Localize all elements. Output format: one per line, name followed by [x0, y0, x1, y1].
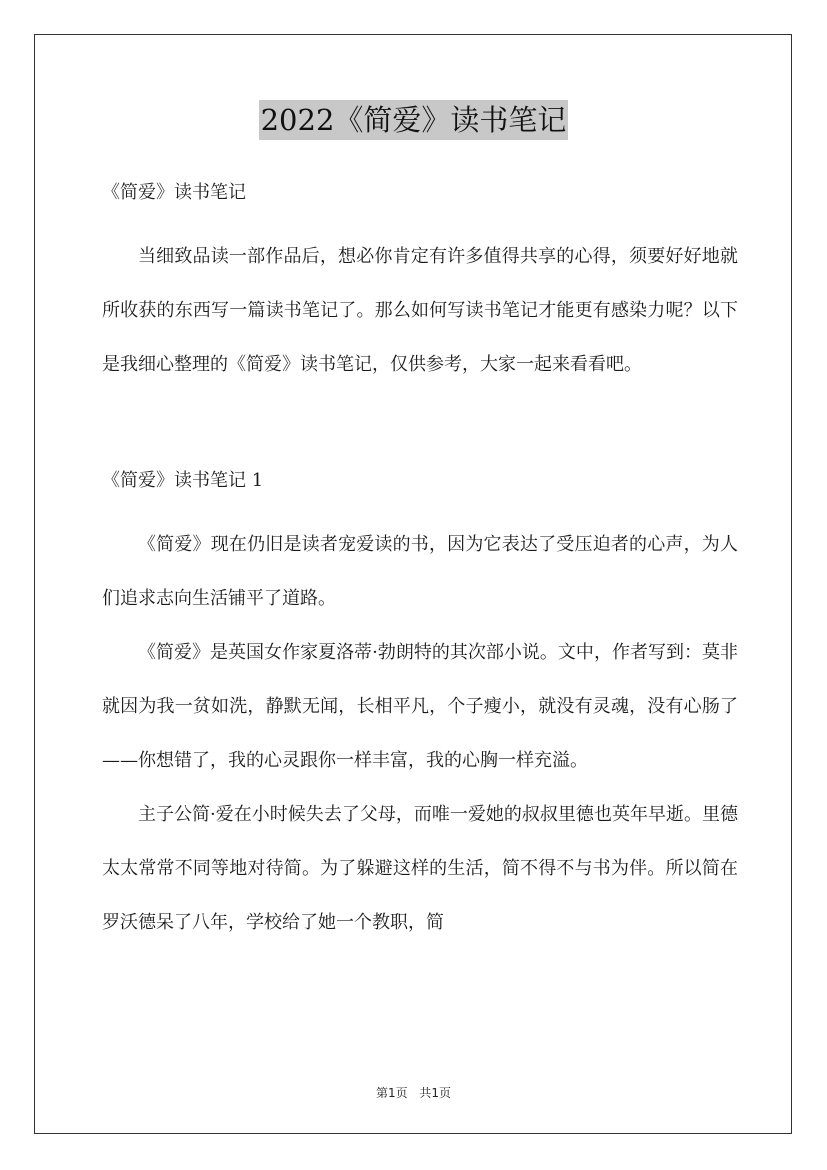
body-paragraph: 主子公简·爱在小时候失去了父母，而唯一爱她的叔叔里德也英年早逝。里德太太常常不同等地对待简。为了躲避这样的生活，简不得不与书为伴。所以简在罗沃德呆了八年，学校给了她一个教职，简	[102, 804, 738, 933]
page-footer	[0, 1084, 827, 1101]
document-title: 2022《简爱》读书笔记	[259, 100, 569, 140]
section-heading: 《简爱》读书笔记 1	[102, 470, 264, 491]
intro-paragraph: 当细致品读一部作品后，想必你肯定有许多值得共享的心得，须要好好地就所收获的东西写一篇读书笔记了。那么如何写读书笔记才能更有感染力呢？以下是我细心整理的《简爱》读书笔记，仅供参考，大家一起来看看吧。	[102, 246, 738, 375]
page-count: 共1页	[419, 1086, 452, 1100]
page-number: 第1页	[375, 1086, 408, 1100]
intro-heading: 《简爱》读书笔记	[102, 182, 246, 203]
body-paragraph: 《简爱》现在仍旧是读者宠爱读的书，因为它表达了受压迫者的心声，为人们追求志向生活铺平了道路。	[102, 534, 738, 609]
title-container	[0, 100, 827, 140]
body-paragraph: 《简爱》是英国女作家夏洛蒂·勃朗特的其次部小说。文中，作者写到：莫非就因为我一贫如洗，静默无闻，长相平凡，个子瘦小，就没有灵魂，没有心肠了——你想错了，我的心灵跟你一样丰富，我的心胸一样充溢。	[102, 642, 738, 771]
document-body	[102, 174, 738, 950]
